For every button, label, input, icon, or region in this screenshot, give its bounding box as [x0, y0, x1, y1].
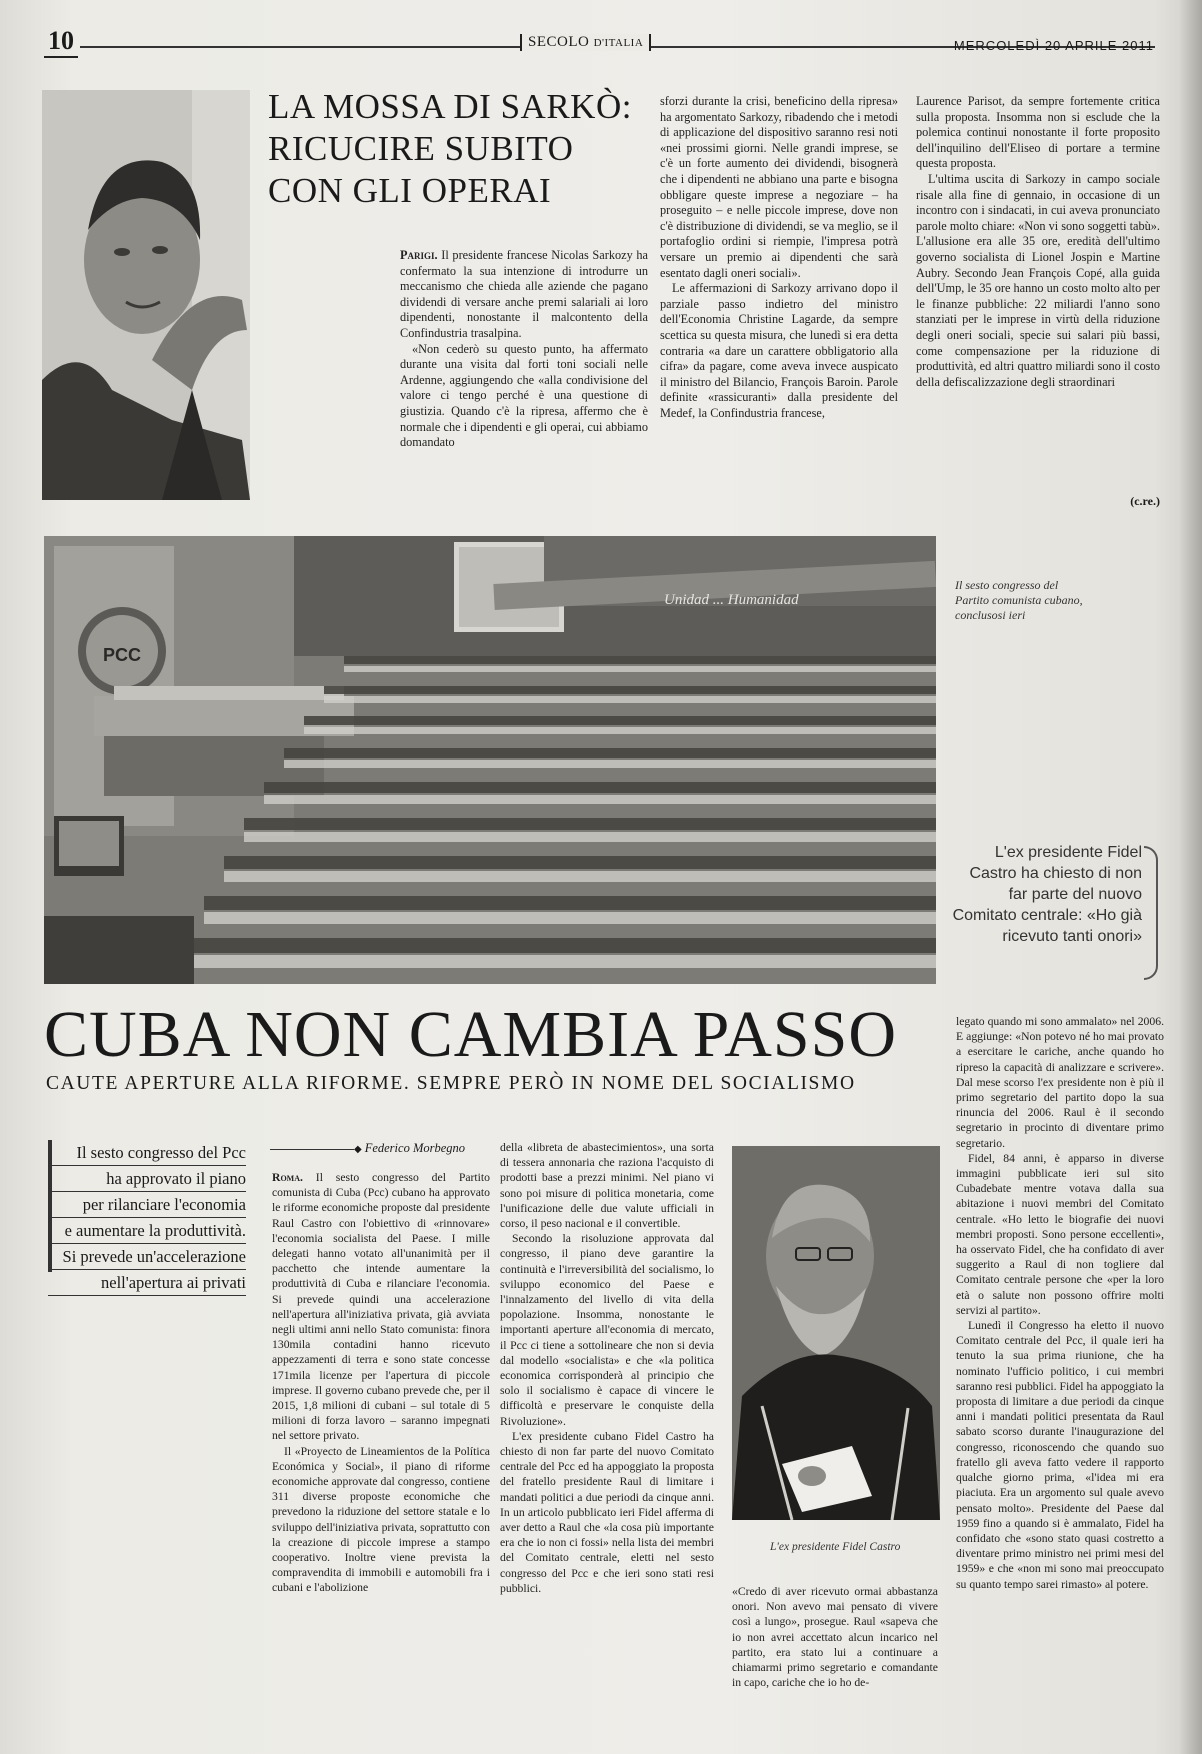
congress-banner-text: Unidad ... Humanidad — [664, 592, 799, 608]
newspaper-name — [520, 34, 651, 51]
cuba-column-2 — [500, 1140, 714, 1596]
byline — [354, 1141, 465, 1156]
sarkozy-col3-p2: L'ultima uscita di Sarkozy in campo sociale risale alla fine di gennaio, in occasione di un incontro con i sindacati, in cui aveva pronunciato parole molto chiare: «Non vi sono soggetti tabù». L'allusione era alle 35 ore, eredità dell'ultimo governo socialista di Lionel Jospin e Martine Aubry. Secondo Jean François Copé, alla guida dell'Ump, le 35 ore hanno un costo molto alto per le finanze pubbliche: 22 miliardi l'anno sono stanziati per le imprese in virtù della riduzione degli oneri sociali, specie sui salari più bassi, come compensazione per la riduzione di produttività, ed altri quattro miliardi sono il costo della defiscalizzazione degli straordinari — [916, 171, 1161, 389]
cuba-col1-p2: Il «Proyecto de Lineamientos de la Política Económica y Social», il piano di riforme economiche approvate dal congresso, contiene 311 diverse proposte economiche che prevedono la riduzione del settore statale e lo sviluppo dell'iniziativa privata, soprattutto con la creazione di piccole imprese a stampo cooperativo. Inoltre viene prevista la compravendita di immobili e automobili fra i cubani e l'abolizione — [272, 1444, 490, 1595]
cuba-col1-p1 — [272, 1170, 490, 1444]
byline-author: Federico Morbegno — [364, 1141, 466, 1155]
sarkozy-signature: (c.re.) — [1130, 494, 1160, 508]
byline-diamond-icon: ◆ — [354, 1144, 362, 1155]
page-number: 10 — [44, 26, 78, 58]
cuba-column-4 — [956, 1014, 1164, 1592]
sarkozy-column-1 — [400, 248, 648, 451]
congress-photo — [44, 536, 936, 984]
sarkozy-col1-p2: «Non cederò su questo punto, ha affermato durante una visita dal forti toni sociali nelle Ardenne, aggiungendo che «alla condivisione del valore ci tengo perché è una questione di giustizia. Quando c'è la ripresa, affermo che è normale che i dipendenti e gli operai, cui abbiamo domandato — [400, 341, 648, 450]
sarkozy-photo — [42, 90, 250, 500]
congress-photo-caption: Il sesto congresso del Partito comunista cubano, conclusosi ieri — [955, 578, 1083, 622]
sarkozy-col1-text1: Il presidente francese Nicolas Sarkozy ha confermato la sua intenzione di introdurre un meccanismo che chieda alle aziende che pagano dividendi di versare anche premi salariali ai loro dipendenti, nonostante il malcontento della Confindustria trasalpina. — [400, 248, 648, 340]
summary-line: Il sesto congresso del Pcc — [48, 1140, 246, 1166]
summary-line: per rilanciare l'economia — [48, 1192, 246, 1218]
summary-line: e aumentare la produttività. — [48, 1218, 246, 1244]
cuba-column-1 — [272, 1170, 490, 1596]
cuba-col3-p1: «Credo di aver ricevuto ormai abbastanza onori. Non avevo mai pensato di vivere così a lungo», prosegue. Raul «sapeva che io non avrei accettato alcun incarico nel partito, era stato lui a continuare a chiamarmi primo segretario e comandante in capo, cariche che io ho de- — [732, 1585, 938, 1690]
cuba-subheadline: CAUTE APERTURE ALLA RIFORME. SEMPRE PERÒ IN NOME DEL SOCIALISMO — [46, 1073, 856, 1094]
sarkozy-col1-p1 — [400, 248, 648, 342]
pcc-logo-text: PCC — [102, 645, 142, 665]
newspaper-name-main: SECOLO — [528, 34, 590, 50]
sarkozy-dateline: Parigi. — [400, 248, 438, 262]
cuba-col4-p3: Lunedì il Congresso ha eletto il nuovo Comitato centrale del Pcc, il quale ieri ha tenuto la sua prima riunione, che ha nominato l'ufficio politico, i cui membri saranno resi pubblici. Fidel ha appoggiato la proposta di limitare a due periodi da cinque anni i mandati politici presentata da Raul sabato scorso durante l'inaugurazione del congresso, riconoscendo che quando suo fratello gli aveva fatto vedere il rapporto qualche giorno prima, «l'idea mi era piaciuta. Era un argomento sul quale avevo pensato molto». Presidente del Paese dal 1959 fino a quando si è ammalato, Fidel ha confidato che «sono stato quasi costretto a diventare primo ministro nei primi mesi del 1959» e che «non mi sono mai preoccupato su quanto tempo sarei rimasto» al potere. — [956, 1319, 1164, 1591]
cuba-col2-p3: L'ex presidente cubano Fidel Castro ha chiesto di non far parte del nuovo Comitato centrale del Pcc ed ha appoggiato la proposta del fratello presidente Raul di limitare i mandati politici a due periodi da cinque anni. In un articolo pubblicato ieri Fidel afferma di aver detto a Raul che «la cosa più importante era che io non ci fossi» nella lista dei membri del Comitato centrale, eletti nel sesto congresso del Pcc e che ieri sono stati resi pubblici. — [500, 1429, 714, 1595]
sarkozy-column-3 — [916, 94, 1160, 390]
summary-line: ha approvato il piano — [48, 1166, 246, 1192]
page-edge — [1180, 0, 1202, 1754]
sarkozy-col2-p2: Le affermazioni di Sarkozy arrivano dopo il parziale passo indietro del ministro dell'Economia Christine Lagarde, da sempre scettica su questa misura, che lunedì si era detta contraria «a dare un carattere obbligatorio alla cifra» da pagare, come aveva invece auspicato il ministro del Bilancio, François Baroin. Parole definite «rassicuranti» dalla presidente del Medef, la Confindustria francese, — [660, 281, 898, 420]
summary-line: Si prevede un'accelerazione — [48, 1244, 246, 1270]
sarkozy-col3-p1: Laurence Parisot, da sempre fortemente critica sulla proposta. Insomma non si esclude che la polemica continui nonostante il forte proposito dell'inquilino dell'Eliseo di portare a termine questa proposta. — [916, 94, 1160, 171]
cuba-col1-text1: Il sesto congresso del Partito comunista di Cuba (Pcc) cubano ha approvato le riforme economiche proposte dal presidente Raul Castro con l'obiettivo di «rinnovare» l'economia socialista del Paese. I mille delegati hanno votato all'unanimità per il pacchetto che intende aumentare la produttività di Cuba e rilanciare l'economia. Si prevede quindi una accelerazione nell'apertura all'iniziativa privata, già avviata negli ultimi anni nello Stato comunista: finora 130mila contadini hanno ricevuto appezzamenti di terra e sono state concesse 171mila licenze per l'apertura di piccole imprese. Il governo cubano prevede che, per il 2015, 1,8 milioni di cubani – sul totale di 5 milioni di forza lavoro – saranno impegnati nel settore privato. — [272, 1171, 490, 1443]
sarkozy-col2-p1: sforzi durante la crisi, beneficino della ripresa» ha argomentato Sarkozy, ribadendo che i metodi di applicazione del dispositivo saranno resi noti «nei prossimi giorni. Nelle grandi imprese, se c'è un forte aumento dei dividendi, bisognerà che i dipendenti ne abbiano una parte e bisogna obbligare queste imprese a negoziare – ha proseguito – e nelle piccole imprese, dove non c'è distribuzione di dividendi, se va meglio, se il portafoglio ordini si riempie, l'impresa potrà versare un premio ai dipendenti che sarà esentato dagli oneri sociali». — [660, 94, 898, 280]
fidel-photo-caption: L'ex presidente Fidel Castro — [770, 1541, 901, 1553]
cuba-headline: CUBA NON CAMBIA PASSO — [44, 998, 897, 1071]
pull-quote-bracket — [1144, 846, 1158, 980]
cuba-col2-p2: Secondo la risoluzione approvata dal congresso, il piano deve garantire la continuità e l'irreversibilità del socialismo, lo sviluppo economico del Paese e l'innalzamento del livello di vita della popolazione. Insomma, nonostante le importanti aperture all'economia di mercato, il Pcc ci tiene a sottolineare che non si devia dal modello «socialista» e che «la politica economica corrisponderà al principio che solo il socialismo è capace di vincere le difficoltà e preservare le conquiste della Rivoluzione». — [500, 1232, 714, 1428]
cuba-column-3 — [732, 1584, 938, 1690]
cuba-summary-box — [48, 1140, 246, 1296]
newspaper-name-suffix: D'ITALIA — [593, 37, 644, 49]
cuba-col2-p1: della «libreta de abastecimientos», una sorta di tessera annonaria che raziona l'acquisto di prodotti base a prezzi minimi. Nel piano vi sono poi misure di politica monetaria, come l'unificazione delle due valute ufficiali in corso, il peso nacional e il convertible. — [500, 1141, 714, 1231]
byline-rule — [270, 1149, 354, 1150]
cuba-col4-p1: legato quando mi sono ammalato» nel 2006. E aggiunge: «Non potevo né ho mai provato a esercitare le cariche, anche quando ho ripreso la capacità di analizzare e scrivere». Dal mese scorso l'ex presidente non è più il primo segretario del partito dopo la sua rinuncia del 2006. Raul è il secondo segretario in procinto di diventare primo segretario. — [956, 1015, 1164, 1150]
sarkozy-headline: LA MOSSA DI SARKÒ: RICUCIRE SUBITO CON GLI OPERAI — [268, 87, 632, 210]
sarkozy-column-2 — [660, 94, 898, 421]
cuba-dateline: Roma. — [272, 1171, 303, 1184]
issue-date: MERCOLEDÌ 20 APRILE 2011 — [953, 38, 1154, 53]
pull-quote: L'ex presidente Fidel Castro ha chiesto di non far parte del nuovo Comitato centrale: «Ho già ricevuto tanti onori» — [952, 844, 1142, 945]
cuba-col4-p2: Fidel, 84 anni, è apparso in diverse immagini pubblicate ieri sul sito Cubadebate mentre votava dalla sua abitazione i nuovi membri del Comitato centrale. «Ho letto le biografie dei nuovi membri proposti. Sono persone eccellenti», ha osservato Fidel, che ha confidato di aver suggerito a Raul di non togliere dal Comitato centrale persone che «per la loro età o salute non possono offrire molti servizi al partito». — [956, 1151, 1164, 1317]
fidel-photo — [732, 1146, 940, 1520]
summary-line: nell'apertura ai privati — [48, 1270, 246, 1296]
